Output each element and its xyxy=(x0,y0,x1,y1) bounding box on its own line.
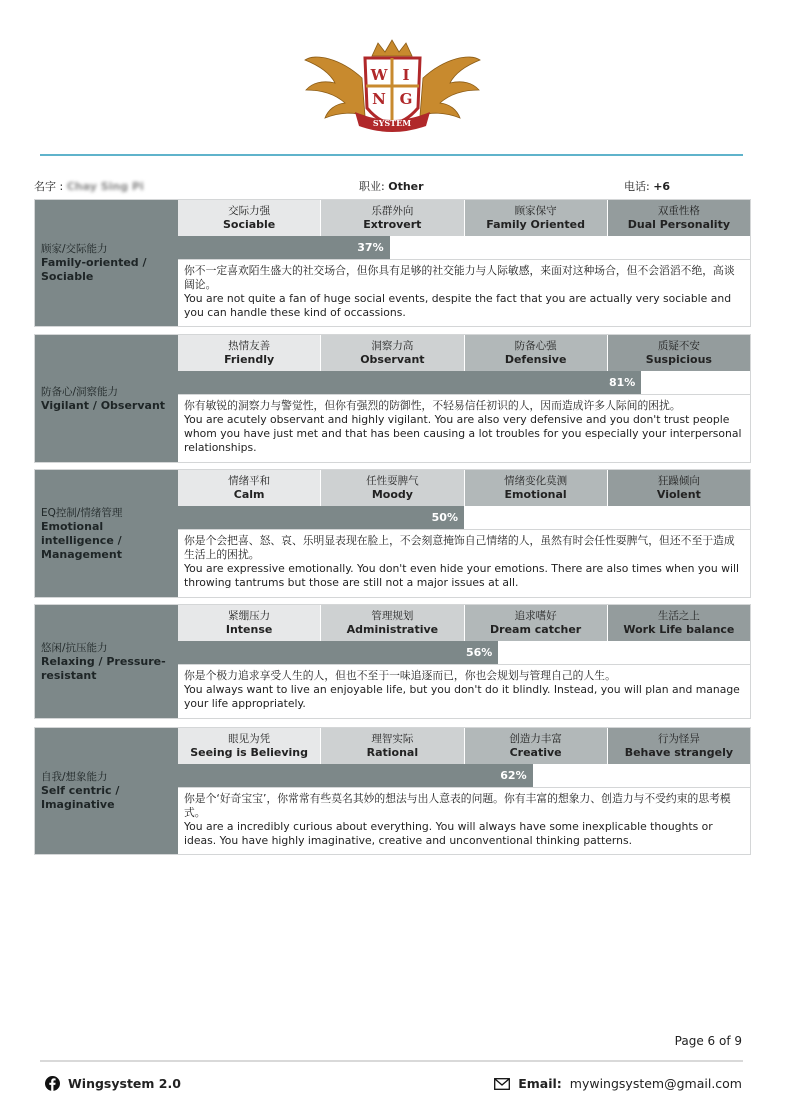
trait-cn: 任性耍脾气 xyxy=(366,475,419,487)
trait-cn: 行为怪异 xyxy=(657,733,700,745)
score-fill: 50% xyxy=(178,506,464,529)
score-bar xyxy=(178,764,750,788)
description-cn: 你是个会把喜、怒、哀、乐明显表现在脸上，不会刻意掩饰自己情绪的人，虽然有时会任性耍脾气，但还不至于造成生活上的困扰。 xyxy=(184,534,735,561)
trait-en: Violent xyxy=(656,488,701,501)
facebook-link[interactable]: Wingsystem 2.0 xyxy=(45,1076,181,1091)
description xyxy=(178,395,750,459)
svg-text:G: G xyxy=(399,90,413,108)
title-cn: EQ控制/情绪管理 xyxy=(41,506,123,519)
trait-cn: 乐群外向 xyxy=(371,205,414,217)
trait-cn: 创造力丰富 xyxy=(509,733,562,745)
description-en: You are expressive emotionally. You don't even hide your emotions. There are also times when you will throwing tantrums but those are still not a major issues at all. xyxy=(184,562,739,589)
trait-header xyxy=(321,728,464,764)
title-cn: 悠闲/抗压能力 xyxy=(41,641,108,654)
trait-header xyxy=(178,200,321,236)
trait-cn: 眼见为凭 xyxy=(228,733,271,745)
trait-en: Family Oriented xyxy=(486,218,585,231)
title-cn: 顾家/交际能力 xyxy=(41,243,108,255)
job-field: 职业: Other xyxy=(359,180,424,193)
trait-cn: 交际力强 xyxy=(228,205,271,217)
trait-en: Moody xyxy=(371,488,413,501)
trait-header xyxy=(321,200,464,236)
description-cn: 你是个极力追求享受人生的人，但也不至于一味追逐而已，你也会规划与管理自己的人生。 xyxy=(184,669,616,682)
trait-section xyxy=(34,469,751,598)
email-link[interactable]: Email: mywingsystem@gmail.com xyxy=(494,1076,742,1091)
trait-header xyxy=(465,200,608,236)
svg-text:W: W xyxy=(370,66,388,84)
title-en: Family-oriented / Sociable xyxy=(41,256,147,283)
description xyxy=(178,788,750,852)
trait-header xyxy=(465,335,608,371)
trait-cn: 情绪平和 xyxy=(228,475,271,487)
section-title xyxy=(35,605,178,718)
trait-section xyxy=(34,334,751,463)
svg-text:I: I xyxy=(402,66,410,84)
envelope-icon xyxy=(494,1078,510,1090)
trait-en: Emotional xyxy=(504,488,567,501)
trait-section xyxy=(34,727,751,855)
page-number: Page 6 of 9 xyxy=(674,1034,742,1048)
score-bar xyxy=(178,506,750,530)
trait-en: Creative xyxy=(509,746,562,759)
name-field: 名字 : Chay Sing Pi xyxy=(34,180,144,193)
trait-en: Rational xyxy=(366,746,419,759)
description-cn: 你不一定喜欢陌生盛大的社交场合，但你具有足够的社交能力与人际敏感，来面对这种场合，但不会滔滔不绝，高谈阔论。 xyxy=(184,264,735,291)
trait-header xyxy=(178,728,321,764)
trait-header xyxy=(608,470,750,506)
trait-cn: 热情友善 xyxy=(228,340,271,352)
description xyxy=(178,260,750,324)
description xyxy=(178,530,750,594)
score-bar xyxy=(178,371,750,395)
score-fill: 81% xyxy=(178,371,641,394)
trait-header xyxy=(608,335,750,371)
description-cn: 你是个‘好奇宝宝’，你常常有些莫名其妙的想法与出人意表的问题。你有丰富的想象力、创造力与不受约束的思考模式。 xyxy=(184,792,731,819)
svg-text:SYSTEM: SYSTEM xyxy=(372,118,412,128)
trait-cn: 狂躁倾向 xyxy=(657,475,700,487)
trait-cn: 生活之上 xyxy=(657,610,700,622)
description-cn: 你有敏锐的洞察力与警觉性，但你有强烈的防御性，不轻易信任初识的人，因而造成许多人际间的困扰。 xyxy=(184,399,681,412)
trait-cn: 质疑不安 xyxy=(657,340,700,352)
trait-en: Sociable xyxy=(222,218,276,231)
header-divider xyxy=(40,154,743,156)
trait-header xyxy=(321,605,464,641)
facebook-icon xyxy=(45,1076,60,1091)
section-title xyxy=(35,200,178,326)
title-cn: 防备心/洞察能力 xyxy=(41,385,119,398)
title-en: Vigilant / Observant xyxy=(41,398,166,412)
wing-system-logo xyxy=(300,38,485,148)
footer-divider xyxy=(40,1060,743,1062)
description-en: You always want to live an enjoyable life, but you don't do it blindly. Instead, you will plan and manage your life appropriately. xyxy=(184,683,740,710)
trait-cn: 管理规划 xyxy=(371,610,414,622)
description-en: You are not quite a fan of huge social events, despite the fact that you are actually very sociable and you can handle these kind of occassions. xyxy=(184,292,732,319)
trait-header xyxy=(465,470,608,506)
description-en: You are a incredibly curious about everything. You will always have some inexplicable thoughts or ideas. You have highly imaginative, creative and unconventional thinking patterns. xyxy=(184,820,713,847)
title-en: Self centric / Imaginative xyxy=(41,784,120,811)
trait-cn: 防备心强 xyxy=(514,340,557,352)
trait-cn: 洞察力高 xyxy=(371,340,414,352)
trait-en: Dream catcher xyxy=(490,623,582,636)
trait-header xyxy=(321,335,464,371)
trait-header xyxy=(465,605,608,641)
trait-en: Seeing is Believing xyxy=(190,746,309,759)
trait-cn: 理智实际 xyxy=(371,733,414,745)
phone-field: 电话: +6 xyxy=(624,180,671,193)
trait-en: Dual Personality xyxy=(627,218,730,231)
trait-cn: 紧绷压力 xyxy=(228,610,271,622)
trait-en: Behave strangely xyxy=(624,746,734,759)
score-fill: 62% xyxy=(178,764,533,787)
score-fill: 56% xyxy=(178,641,498,664)
trait-section xyxy=(34,604,751,719)
svg-text:N: N xyxy=(372,90,386,108)
trait-header xyxy=(608,728,750,764)
trait-en: Extrovert xyxy=(363,218,422,231)
title-cn: 自我/想象能力 xyxy=(41,771,108,783)
trait-cn: 情绪变化莫测 xyxy=(504,475,568,487)
trait-header xyxy=(178,470,321,506)
trait-header xyxy=(178,605,321,641)
section-title xyxy=(35,728,178,854)
trait-cn: 追求嗜好 xyxy=(514,610,557,622)
trait-en: Defensive xyxy=(504,353,567,366)
score-bar xyxy=(178,236,750,260)
section-title xyxy=(35,335,178,462)
trait-header xyxy=(178,335,321,371)
trait-header xyxy=(608,200,750,236)
trait-en: Observant xyxy=(360,353,425,366)
trait-cn: 顾家保守 xyxy=(514,205,557,217)
trait-header xyxy=(465,728,608,764)
score-fill: 37% xyxy=(178,236,390,259)
section-title xyxy=(35,470,178,597)
trait-en: Friendly xyxy=(224,353,275,366)
title-en: Emotional intelligence / Management xyxy=(41,519,122,561)
trait-en: Suspicious xyxy=(645,353,712,366)
description xyxy=(178,665,750,715)
score-bar xyxy=(178,641,750,665)
trait-header xyxy=(321,470,464,506)
title-en: Relaxing / Pressure-resistant xyxy=(41,654,166,682)
trait-en: Work Life balance xyxy=(623,623,735,636)
trait-en: Administrative xyxy=(346,623,439,636)
trait-header xyxy=(608,605,750,641)
trait-cn: 双重性格 xyxy=(657,205,700,217)
trait-en: Intense xyxy=(225,623,273,636)
trait-en: Calm xyxy=(233,488,265,501)
trait-section xyxy=(34,199,751,327)
description-en: You are acutely observant and highly vigilant. You are also very defensive and you don't trust people whom you have just met and that has been causing a lot troubles for you especially your interpersonal relationships. xyxy=(184,413,742,454)
